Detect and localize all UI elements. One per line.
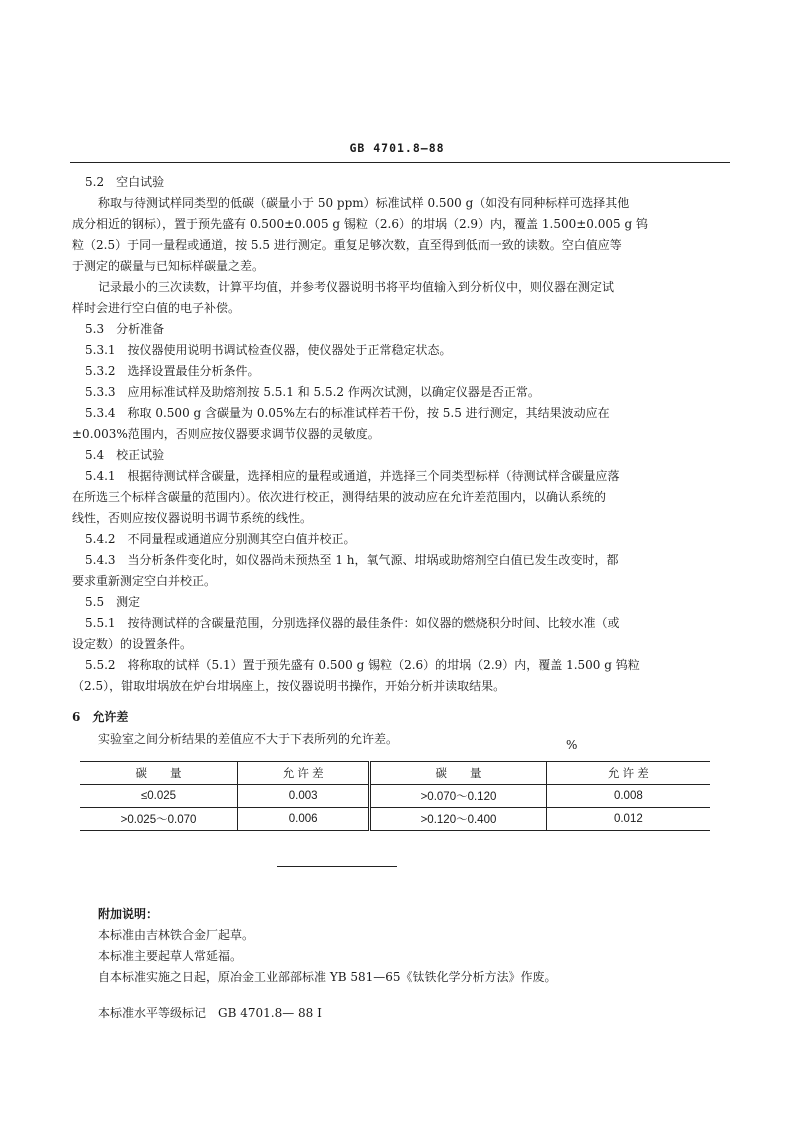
paragraph-line: 样时会进行空白值的电子补偿。 — [72, 301, 241, 315]
table-row — [80, 808, 710, 831]
section-5-3-heading: 5.3 分析准备 — [85, 322, 165, 336]
table-cell: >0.120～0.400 — [370, 808, 546, 831]
clause-5-5-2: 5.5.2 将称取的试样（5.1）置于预先盛有 0.500 g 锡粒（2.6）的坩埚（2.9）内，覆盖 1.500 g 钨粒 — [85, 658, 640, 672]
paragraph-line: 粒（2.5）于同一量程或通道，按 5.5 进行测定。重复足够次数，直至得到低而一致的读数。空白值应等 — [72, 238, 622, 252]
table-cell: 0.008 — [546, 785, 710, 808]
paragraph-line: 称取与待测试样同类型的低碳（碳量小于 50 ppm）标准试样 0.500 g（如没有同种标样可选择其他 — [98, 196, 630, 210]
paragraph-line: 于测定的碳量与已知标样碳量之差。 — [72, 259, 265, 273]
unit-label: % — [566, 738, 578, 752]
tolerance-table — [80, 761, 710, 831]
end-rule — [277, 866, 397, 867]
clause-5-4-1-cont: 线性，否则应按仪器说明书调节系统的线性。 — [72, 511, 313, 525]
table-header: 碳 量 — [370, 762, 546, 785]
clause-5-5-1: 5.5.1 按待测试样的含碳量范围，分别选择仪器的最佳条件：如仪器的燃烧积分时间、比较水准（或 — [85, 616, 620, 630]
clause-5-3-4: 5.3.4 称取 0.500 g 含碳量为 0.05%左右的标准试样若干份，按 5.5 进行测定，其结果波动应在 — [85, 406, 610, 420]
table-row — [80, 785, 710, 808]
header-rule — [70, 162, 730, 163]
table-cell: >0.025～0.070 — [80, 808, 238, 831]
section-5-2-heading: 5.2 空白试验 — [85, 175, 165, 189]
clause-5-4-3-cont: 要求重新测定空白并校正。 — [72, 574, 217, 588]
section-5-5-heading: 5.5 测定 — [85, 595, 141, 609]
page-header: GB 4701.8—88 — [349, 141, 445, 155]
paragraph-line: 成分相近的钢标），置于预先盛有 0.500±0.005 g 锡粒（2.6）的坩埚（2.9）内，覆盖 1.500±0.005 g 钨 — [72, 217, 648, 231]
table-cell: ≤0.025 — [80, 785, 238, 808]
section-5-4-heading: 5.4 校正试验 — [85, 448, 165, 462]
notes-line: 本标准由吉林铁合金厂起草。 — [98, 928, 255, 942]
clause-5-5-2-cont: （2.5），钳取坩埚放在炉台坩埚座上，按仪器说明书操作，开始分析并读取结果。 — [72, 679, 506, 693]
table-cell: 0.012 — [546, 808, 710, 831]
table-cell: 0.003 — [238, 785, 370, 808]
clause-5-3-1: 5.3.1 按仪器使用说明书调试检查仪器，使仪器处于正常稳定状态。 — [85, 343, 452, 357]
table-cell: >0.070～0.120 — [370, 785, 546, 808]
section-6-intro: 实验室之间分析结果的差值应不大于下表所列的允许差。 — [98, 732, 399, 746]
clause-5-4-3: 5.4.3 当分析条件变化时，如仪器尚未预热至 1 h，氧气源、坩埚或助熔剂空白值已发生改变时，都 — [85, 553, 619, 567]
footer-mark: 本标准水平等级标记 GB 4701.8— 88 I — [98, 1006, 322, 1020]
section-6-heading: 6 允许差 — [72, 710, 129, 724]
notes-line: 本标准主要起草人常延福。 — [98, 949, 243, 963]
table-header: 允 许 差 — [546, 762, 710, 785]
table-header-row — [80, 762, 710, 785]
clause-5-4-1: 5.4.1 根据待测试样含碳量，选择相应的量程或通道，并选择三个同类型标样（待测试样含碳量应落 — [85, 469, 620, 483]
paragraph-line: 记录最小的三次读数，计算平均值，并参考仪器说明书将平均值输入到分析仪中，则仪器在测定试 — [98, 280, 615, 294]
notes-title: 附加说明： — [98, 907, 159, 921]
notes-line: 自本标准实施之日起，原冶金工业部部标准 YB 581—65《钛铁化学分析方法》作废。 — [98, 970, 557, 984]
table-header: 碳 量 — [80, 762, 238, 785]
table-cell: 0.006 — [238, 808, 370, 831]
clause-5-4-2: 5.4.2 不同量程或通道应分别测其空白值并校正。 — [85, 532, 356, 546]
table-header: 允 许 差 — [238, 762, 370, 785]
clause-5-3-2: 5.3.2 选择设置最佳分析条件。 — [85, 364, 260, 378]
clause-5-5-1-cont: 设定数）的设置条件。 — [72, 637, 193, 651]
clause-5-3-3: 5.3.3 应用标准试样及助熔剂按 5.5.1 和 5.5.2 作两次试测，以确定仪器是否正常。 — [85, 385, 540, 399]
clause-5-3-4-cont: ±0.003%范围内，否则应按仪器要求调节仪器的灵敏度。 — [72, 427, 380, 441]
clause-5-4-1-cont: 在所选三个标样含碳量的范围内）。依次进行校正，测得结果的波动应在允许差范围内，以确认系统的 — [72, 490, 607, 504]
